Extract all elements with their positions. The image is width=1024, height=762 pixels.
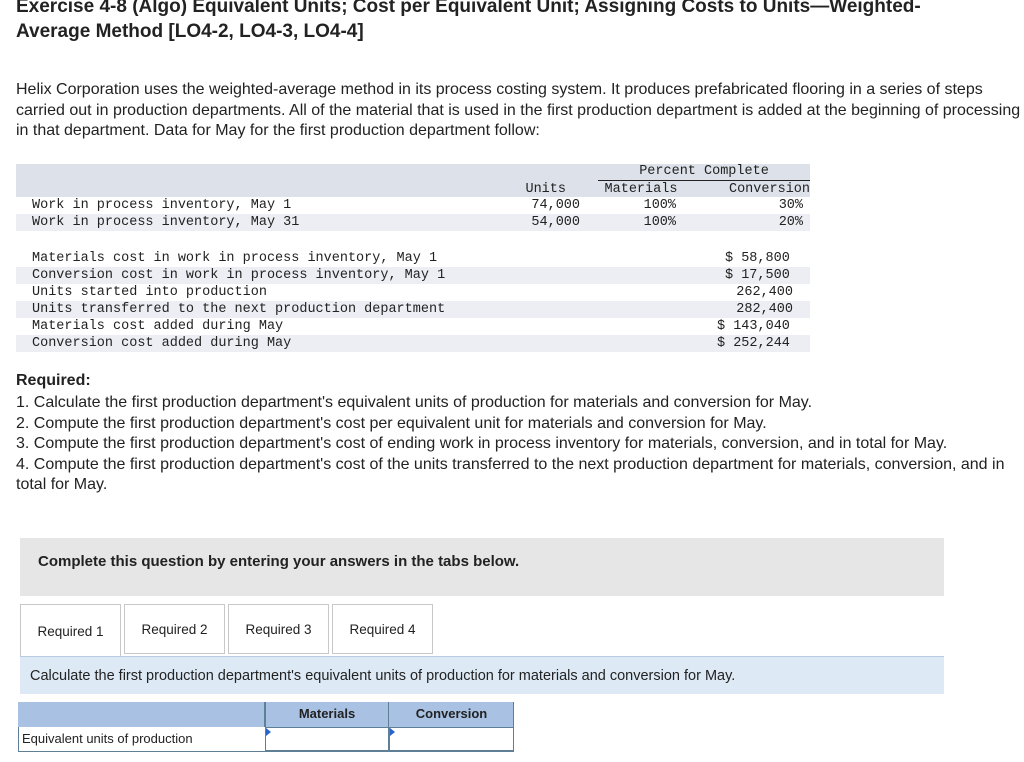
header-materials: Materials (604, 182, 678, 197)
required-item: 4. Compute the first production department's cost of the units transferred to the next production department for materials, conversion, and in total for May. (16, 455, 1005, 493)
conversion-equivalent-units-input[interactable] (389, 727, 514, 751)
tab-required-1[interactable]: Required 1 (20, 604, 121, 657)
tab-instruction: Calculate the first production department's equivalent units of production for materials and conversion for May. (20, 656, 944, 694)
cost-row-value: $ 252,244 (717, 336, 790, 351)
cost-row-label: Materials cost added during May (32, 319, 284, 334)
cost-row-value: 262,400 (736, 285, 793, 300)
cost-row-value: $ 58,800 (725, 251, 790, 266)
required-item: 3. Compute the first production department's cost of ending work in process inventory for materials, conversion, and in total for May. (16, 435, 948, 452)
required-item: 1. Calculate the first production department's equivalent units of production for materials and conversion for May. (16, 394, 813, 411)
input-marker-icon (390, 728, 395, 736)
row-units: 54,000 (531, 215, 580, 230)
required-heading: Required: (16, 372, 91, 389)
cost-row-label: Conversion cost added during May (32, 336, 292, 351)
cost-row-value: 282,400 (736, 302, 793, 317)
cost-row-label: Conversion cost in work in process inventory, May 1 (32, 268, 446, 283)
required-list (16, 393, 1016, 496)
title-line-2: Average Method [LO4-2, LO4-3, LO4-4] (16, 21, 364, 42)
tab-required-3[interactable]: Required 3 (228, 604, 329, 654)
input-marker-icon (266, 728, 271, 736)
grid-header-materials: Materials (298, 706, 356, 721)
materials-equivalent-units-input[interactable] (265, 727, 389, 751)
header-units: Units (525, 182, 566, 197)
row-conversion: 20% (778, 215, 803, 230)
cost-row-value: $ 17,500 (725, 268, 790, 283)
instruction-banner: Complete this question by entering your answers in the tabs below. (20, 538, 944, 596)
tab-required-2[interactable]: Required 2 (124, 604, 225, 654)
row-label: Work in process inventory, May 31 (32, 215, 300, 230)
exercise-title (16, 0, 1016, 44)
row-materials: 100% (643, 215, 676, 230)
cost-row-label: Units transferred to the next production department (32, 302, 446, 317)
header-percent-complete: Percent Complete (639, 164, 769, 179)
row-materials: 100% (643, 198, 676, 213)
cost-row-value: $ 143,040 (717, 319, 790, 334)
title-line-1: Exercise 4-8 (Algo) Equivalent Units; Cost per Equivalent Unit; Assigning Costs to Units—Weighted- (16, 0, 921, 17)
intro-paragraph: Helix Corporation uses the weighted-average method in its process costing system. It produces prefabricated flooring in a series of steps carried out in production departments. All of the material that is used in the first production department is added at the beginning of processing in that department. Data for May for the first production department follow: (16, 81, 1021, 139)
grid-header-blank (18, 702, 265, 727)
cost-row-label: Units started into production (32, 285, 267, 300)
grid-header-conversion: Conversion (415, 706, 488, 721)
tab-required-4[interactable]: Required 4 (332, 604, 433, 654)
row-units: 74,000 (531, 198, 580, 213)
row-label: Work in process inventory, May 1 (32, 198, 292, 213)
grid-row-label: Equivalent units of production (22, 731, 193, 746)
cost-row-label: Materials cost in work in process inventory, May 1 (32, 251, 438, 266)
header-conversion: Conversion (728, 182, 810, 197)
required-item: 2. Compute the first production department's cost per equivalent unit for materials and conversion for May. (16, 414, 767, 432)
row-conversion: 30% (778, 198, 803, 213)
